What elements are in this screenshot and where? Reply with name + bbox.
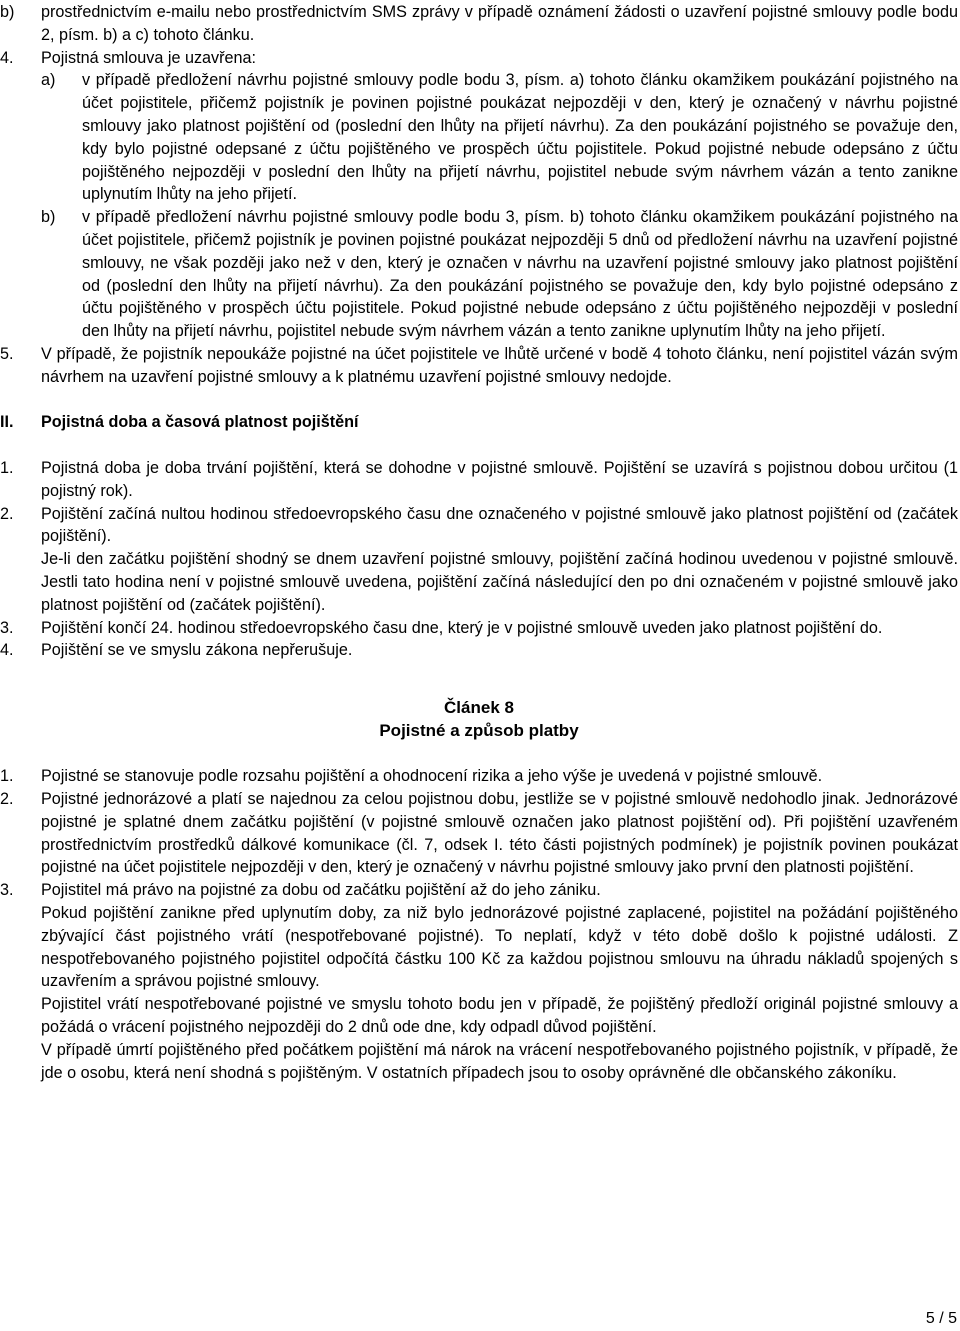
section-title: Pojistná doba a časová platnost pojištění [41, 413, 359, 432]
item-number: 2. [0, 790, 14, 809]
item-number: 1. [0, 458, 14, 477]
clause-label: b) [0, 3, 15, 21]
item-text: Pojistná doba je doba trvání pojištění, která se dohodne v pojistné smlouvě. Pojištění se uzavírá s pojistnou dobou určitou (1 pojistný rok). [41, 458, 958, 500]
item-number: 4. [0, 641, 14, 660]
item-continuation: Pojistitel vrátí nespotřebované pojistné ve smyslu tohoto bodu jen v případě, že pojištěný předloží originál pojistné smlouvy a požádá o vrácení pojistného nejpozději do 2 dnů ode dne, kdy odpadl důvod pojištění. [41, 995, 958, 1037]
article-heading: Článek 8 [444, 697, 514, 717]
clause-top-b [0, 1, 958, 47]
section-item [0, 457, 958, 503]
item-4 [0, 47, 958, 70]
item-text: Pojistné jednorázové a platí se najednou za celou pojistnou dobu, jestliže se v pojistné smlouvě nedohodlo jinak. Jednorázové pojistné je splatné dnem začátku pojištění (v pojistné smlouvě označen jako platnost pojištění od). Při pojištění uzavřeném prostřednictvím prostředků dálkové komunikace (čl. 7, odsek I. této části pojistných podmínek) je pojistník povinen poukázat pojistné na účet pojistitele nejpozději v den, který je označený v návrhu pojistné smlouvy jako první den platnosti pojištění. [41, 790, 958, 877]
section-number: II. [0, 413, 14, 432]
item-4-b [0, 206, 958, 343]
item-number: 5. [0, 344, 14, 363]
article-item [0, 879, 958, 902]
section-item [0, 617, 958, 640]
article-subheading: Pojistné a způsob platby [379, 720, 579, 740]
item-text: Pojistná smlouva je uzavřena: [41, 48, 257, 67]
page-number: 5 / 5 [925, 1310, 957, 1327]
item-continuation: Je-li den začátku pojištění shodný se dnem uzavření pojistné smlouvy, pojištění začíná hodinou uvedenou v pojistné smlouvě. Jestli tato hodina není v pojistné smlouvě uvedena, pojištění začíná následující den po dni označeném v pojistné smlouvě jako platnost pojištění od (začátek pojištění). [41, 550, 958, 614]
item-text: Pojistné se stanovuje podle rozsahu pojištění a ohodnocení rizika a jeho výše je uvedená v pojistné smlouvě. [41, 767, 823, 786]
document-page [0, 1, 958, 1084]
item-number: 2. [0, 504, 14, 523]
item-number: 3. [0, 618, 14, 637]
item-text: Pojištění začíná nultou hodinou středoevropského času dne označeného v pojistné smlouvě jako platnost pojištění od (začátek pojištění). [41, 504, 958, 546]
item-continuation: Pokud pojištění zanikne před uplynutím doby, za niž bylo jednorázové pojistné zaplacené, pojistitel na požádání pojištěného zbývající část pojistného vrátí (nespotřebované pojistné). To neplatí, když v této době došlo k pojistné události. Z nespotřebovaného pojistného pojistitel odpočítá částku 100 Kč za každou pojistnou smlouvu na úhradu nákladů spojených s uzavřením a správou pojistné smlouvy. [41, 904, 958, 991]
section-item [0, 639, 958, 662]
item-number: 4. [0, 48, 14, 67]
section-item [0, 503, 958, 549]
subitem-text: v případě předložení návrhu pojistné smlouvy podle bodu 3, písm. a) tohoto článku okamžikem poukázání pojistného na účet pojistitele, přičemž pojistník je povinen pojistné poukázat nejpozději v den, který je označený v návrhu pojistné smlouvy jako platnost pojištění od (poslední den lhůty na přijetí návrhu). Za den poukázání pojistného se považuje den, kdy bylo pojistné odepsané z účtu pojištěného ve prospěch účtu pojistitele. Pokud pojistné nebude odepsáno z účtu pojištěného nejpozději v poslední den lhůty na přijetí návrhu, pojistitel nebude svým návrhem vázán a tento zanikne uplynutím lhůty na jeho přijetí. [82, 71, 958, 204]
item-continuation: V případě úmrtí pojištěného před počátkem pojištění má nárok na vrácení nespotřebovaného pojistného pojistník, v případě, že jde o osobu, která není shodná s pojištěným. V ostatních případech jsou to osoby oprávněné dle občanského zákoníku. [41, 1040, 958, 1082]
subitem-text: v případě předložení návrhu pojistné smlouvy podle bodu 3, písm. b) tohoto článku okamžikem poukázání pojistného na účet pojistitele, přičemž pojistník je povinen pojistné poukázat nejpozději 5 dnů od předložení návrhu na uzavření pojistné smlouvy, ne však později jako než v den, který je označen v návrhu na uzavření pojistné smlouvy jako platnost pojištění od (poslední den lhůty na přijetí návrhu). Za den poukázání pojistného se považuje den, kdy bylo pojistné odepsáno z účtu pojištěného v prospěch účtu pojistitele. Pokud pojistné nebude odepsáno z účtu pojištěného nejpozději v poslední den lhůty na přijetí návrhu, pojistitel nebude svým návrhem vázán a tento zanikne uplynutím lhůty na jeho přijetí. [82, 208, 958, 341]
item-5 [0, 343, 958, 389]
clause-text: prostřednictvím e-mailu nebo prostřednictvím SMS zprávy v případě oznámení žádosti o uzavření pojistné smlouvy podle bodu 2, písm. b) a c) tohoto článku. [41, 3, 958, 44]
article-item [0, 788, 958, 879]
section-heading [0, 411, 958, 434]
item-number: 3. [0, 881, 14, 900]
item-text: Pojistitel má právo na pojistné za dobu od začátku pojištění až do jeho zániku. [41, 881, 601, 900]
item-text: Pojištění se ve smyslu zákona nepřerušuje. [41, 641, 353, 660]
article-item [0, 765, 958, 788]
subitem-label: a) [41, 71, 56, 90]
subitem-label: b) [41, 208, 56, 227]
item-text: Pojištění končí 24. hodinou středoevropského času dne, který je v pojistné smlouvě uveden jako platnost pojištění do. [41, 618, 883, 637]
item-number: 1. [0, 767, 14, 786]
item-text: V případě, že pojistník nepoukáže pojistné na účet pojistitele ve lhůtě určené v bodě 4 tohoto článku, není pojistitel vázán svým návrhem na uzavření pojistné smlouvy a k platnému uzavření pojistné smlouvy nedojde. [41, 344, 958, 386]
item-4-a [0, 69, 958, 206]
